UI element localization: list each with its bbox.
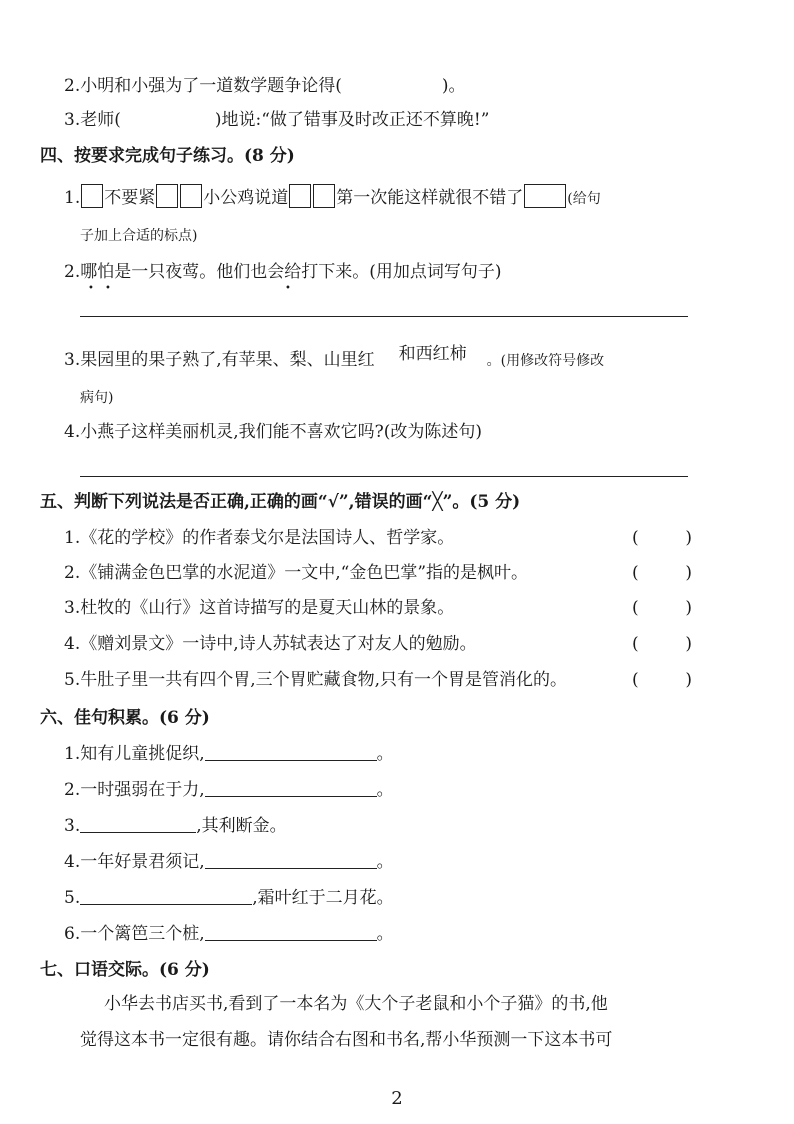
sec3-q2 [64,74,730,98]
sec6-q6: 6.一个篱笆三个桩, 。 [64,924,394,944]
sec7-para-1: 小华去书店买书,看到了一本名为《大个子老鼠和小个子猫》的书,他 [104,994,608,1014]
punct-box[interactable] [156,184,178,208]
judge-paren[interactable]: ( ) [632,528,692,548]
judge-paren[interactable]: ( ) [632,670,692,690]
fill-blank[interactable] [205,742,377,761]
punct-box[interactable] [313,184,335,208]
sec6-q1: 1.知有儿童挑促织, 。 [64,744,394,764]
fill-blank[interactable] [205,850,377,869]
judge-paren[interactable]: ( ) [632,634,692,654]
sec4-q2: 2.哪怕是一只夜莺。他们也会给打下来。(用加点词写句子) [64,262,502,282]
sec6-q5: 5. ,霜叶红于二月花。 [64,888,394,908]
judge-paren[interactable]: ( ) [632,598,692,618]
sec4-title: 四、按要求完成句子练习。(8 分) [40,146,295,166]
punct-box[interactable] [289,184,311,208]
sec4-q1-num: 1. [64,188,81,208]
sec4-q3-instr: 。(用修改符号修改 [486,353,605,369]
emphasis-dot: • [88,283,94,294]
sec5-item-2: 2.《铺满金色巴掌的水泥道》一文中,“金色巴掌”指的是枫叶。 [64,563,529,583]
page-number: 2 [391,1088,403,1109]
sec6-q2: 2.一时强弱在于力, 。 [64,780,394,800]
fill-blank[interactable] [80,886,252,905]
sec5-item-5: 5.牛肚子里一共有四个胃,三个胃贮藏食物,只有一个胃是管消化的。 [64,670,568,690]
sec4-q1-instr-cont: 子加上合适的标点) [80,228,198,244]
sec6-title: 六、佳句积累。(6 分) [40,708,210,728]
sec4-q1-instr: (给句 [567,191,601,207]
fill-blank[interactable] [80,814,196,833]
sec4-q4: 4.小燕子这样美丽机灵,我们能不喜欢它吗?(改为陈述句) [64,422,483,442]
sec5-item-3: 3.杜牧的《山行》这首诗描写的是夏天山林的景象。 [64,598,455,618]
sec5-title: 五、判断下列说法是否正确,正确的画“√”,错误的画“╳”。(5 分) [40,492,521,512]
punct-box[interactable] [180,184,202,208]
sec5-item-1: 1.《花的学校》的作者泰戈尔是法国诗人、哲学家。 [64,528,455,548]
punct-box[interactable] [524,184,566,208]
sec4-q1-text-d: 第一次能这样就很不错了 [336,188,524,208]
sec7-para-2: 觉得这本书一定很有趣。请你结合右图和书名,帮小华预测一下这本书可 [80,1030,613,1050]
sec4-q2-answer-line[interactable] [80,316,688,317]
sec3-q2-end: )。 [441,76,466,96]
fill-blank[interactable] [205,922,377,941]
sec4-q4-answer-line[interactable] [80,476,688,477]
sec4-q3 [64,344,730,373]
sec4-q1 [64,184,730,211]
sec3-q2-text: 2.小明和小强为了一道数学题争论得( [64,76,342,96]
emphasis-dot: • [105,283,111,294]
sec4-q1-text-c: 小公鸡说道 [203,188,289,208]
punct-box[interactable] [81,184,103,208]
sec3-q3 [64,108,730,132]
fill-blank[interactable] [205,778,377,797]
sec3-q3-text: 3.老师( [64,110,121,130]
judge-paren[interactable]: ( ) [632,563,692,583]
sec4-q1-text-b: 不要紧 [104,188,156,208]
sec6-q4: 4.一年好景君须记, 。 [64,852,394,872]
sec6-q3: 3. ,其利断金。 [64,816,287,836]
sec4-q3-instr-cont: 病句) [80,390,114,406]
sec3-q3-end: )地说:“做了错事及时改正还不算晚!” [214,110,490,130]
sec4-q3-text: 3.果园里的果子熟了,有苹果、梨、山里红 [64,350,375,370]
sec4-q3-text-b: 和西红柿 [398,344,467,364]
sec5-item-4: 4.《赠刘景文》一诗中,诗人苏轼表达了对友人的勉励。 [64,634,477,654]
emphasis-dot: • [285,283,291,294]
sec7-title: 七、口语交际。(6 分) [40,960,210,980]
